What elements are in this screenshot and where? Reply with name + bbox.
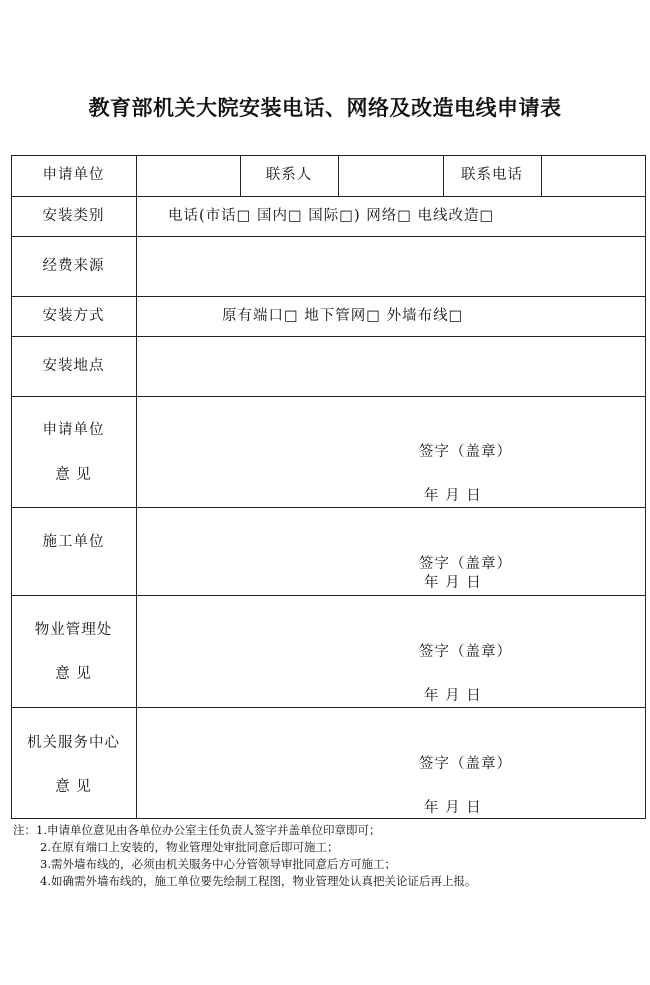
note-4: 4.如确需外墙布线的，施工单位要先绘制工程图，物业管理处认真把关论证后再上报。 bbox=[40, 874, 477, 888]
applicant-date: 年 月 日 bbox=[424, 488, 482, 504]
install-method-options[interactable]: 原有端口□ 地下管网□ 外墙布线□ bbox=[222, 308, 464, 324]
construction-signature: 签字（盖章） bbox=[419, 556, 512, 572]
property-management-label-2: 意 见 bbox=[55, 666, 92, 682]
note-1: 注：1.申请单位意见由各单位办公室主任负责人签字并盖单位印章即可； bbox=[13, 823, 381, 837]
install-location-label: 安装地点 bbox=[42, 358, 105, 374]
install-method-label: 安装方式 bbox=[42, 308, 105, 324]
service-center-date: 年 月 日 bbox=[424, 800, 482, 816]
funding-source-label: 经费来源 bbox=[42, 258, 105, 274]
applicant-opinion-label-2: 意 见 bbox=[55, 467, 92, 483]
note-2: 2.在原有端口上安装的，物业管理处审批同意后即可施工； bbox=[40, 840, 339, 854]
applicant-unit-label: 申请单位 bbox=[42, 167, 105, 183]
contact-phone-label: 联系电话 bbox=[461, 167, 523, 183]
note-3: 3.需外墙布线的，必须由机关服务中心分管领导审批同意后方可施工； bbox=[40, 857, 396, 871]
construction-date: 年 月 日 bbox=[424, 575, 482, 591]
install-location-field[interactable] bbox=[137, 346, 645, 386]
property-signature: 签字（盖章） bbox=[419, 644, 512, 660]
form-title: 教育部机关大院安装电话、网络及改造电线申请表 bbox=[88, 96, 562, 120]
service-center-label: 机关服务中心 bbox=[27, 735, 120, 751]
install-type-label: 安装类别 bbox=[42, 208, 105, 224]
funding-source-field[interactable] bbox=[137, 246, 645, 286]
install-type-options[interactable]: 电话(市话□ 国内□ 国际□) 网络□ 电线改造□ bbox=[168, 208, 495, 224]
contact-phone-field[interactable] bbox=[542, 166, 645, 184]
service-center-signature: 签字（盖章） bbox=[419, 756, 512, 772]
applicant-signature: 签字（盖章） bbox=[419, 444, 512, 460]
property-date: 年 月 日 bbox=[424, 688, 482, 704]
applicant-unit-field[interactable] bbox=[137, 166, 240, 184]
applicant-opinion-label: 申请单位 bbox=[42, 422, 105, 438]
contact-person-label: 联系人 bbox=[265, 167, 313, 183]
construction-unit-label: 施工单位 bbox=[42, 534, 105, 550]
service-center-label-2: 意 见 bbox=[55, 779, 92, 795]
contact-person-field[interactable] bbox=[339, 166, 443, 184]
property-management-label: 物业管理处 bbox=[34, 622, 113, 638]
